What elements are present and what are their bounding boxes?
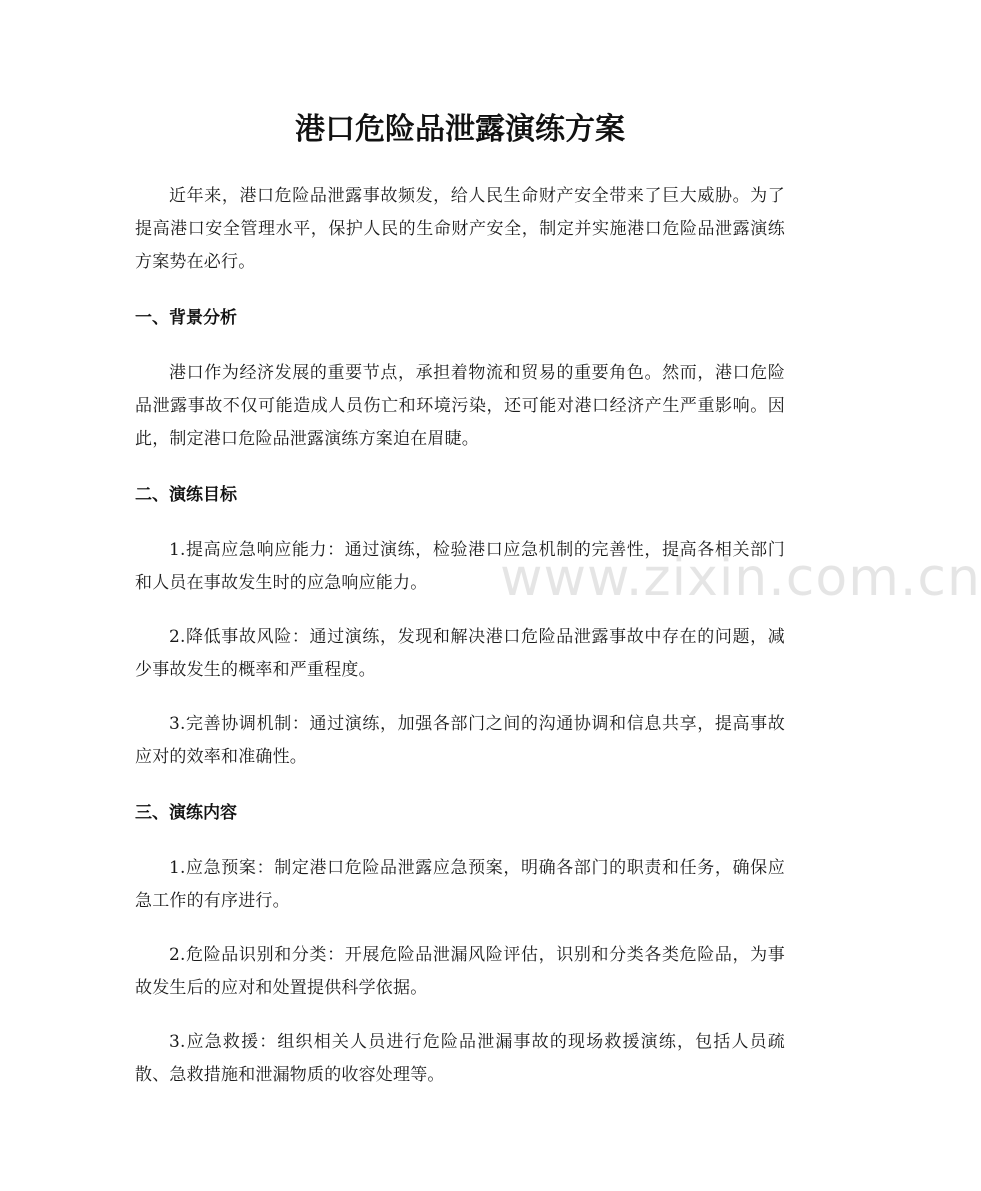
document-body [135,180,785,1092]
background-paragraph: 港口作为经济发展的重要节点，承担着物流和贸易的重要角色。然而，港口危险品泄露事故不仅可能造成人员伤亡和环境污染，还可能对港口经济产生严重影响。因此，制定港口危险品泄露演练方案迫在眉睫。 [135,363,785,449]
intro-paragraph: 近年来，港口危险品泄露事故频发，给人民生命财产安全带来了巨大威胁。为了提高港口安全管理水平，保护人民的生命财产安全，制定并实施港口危险品泄露演练方案势在必行。 [135,186,785,272]
watermark: www.zixin.com.cn [500,548,981,608]
content-item-3: 3.应急救援：组织相关人员进行危险品泄漏事故的现场救援演练，包括人员疏散、急救措施和泄漏物质的收容处理等。 [135,1032,785,1085]
goal-item-1: 1.提高应急响应能力：通过演练，检验港口应急机制的完善性，提高各相关部门和人员在事故发生时的应急响应能力。 [135,540,785,593]
goal-item-3: 3.完善协调机制：通过演练，加强各部门之间的沟通协调和信息共享，提高事故应对的效率和准确性。 [135,714,785,767]
content-item-1: 1.应急预案：制定港口危险品泄露应急预案，明确各部门的职责和任务，确保应急工作的有序进行。 [135,858,785,911]
page-title: 港口危险品泄露演练方案 [295,112,625,147]
section-heading-background: 一、背景分析 [135,308,237,328]
goal-item-2: 2.降低事故风险：通过演练，发现和解决港口危险品泄露事故中存在的问题，减少事故发生的概率和严重程度。 [135,627,785,680]
content-item-2: 2.危险品识别和分类：开展危险品泄漏风险评估，识别和分类各类危险品，为事故发生后的应对和处置提供科学依据。 [135,945,785,998]
section-heading-goals: 二、演练目标 [135,485,237,505]
section-heading-content: 三、演练内容 [135,803,237,823]
